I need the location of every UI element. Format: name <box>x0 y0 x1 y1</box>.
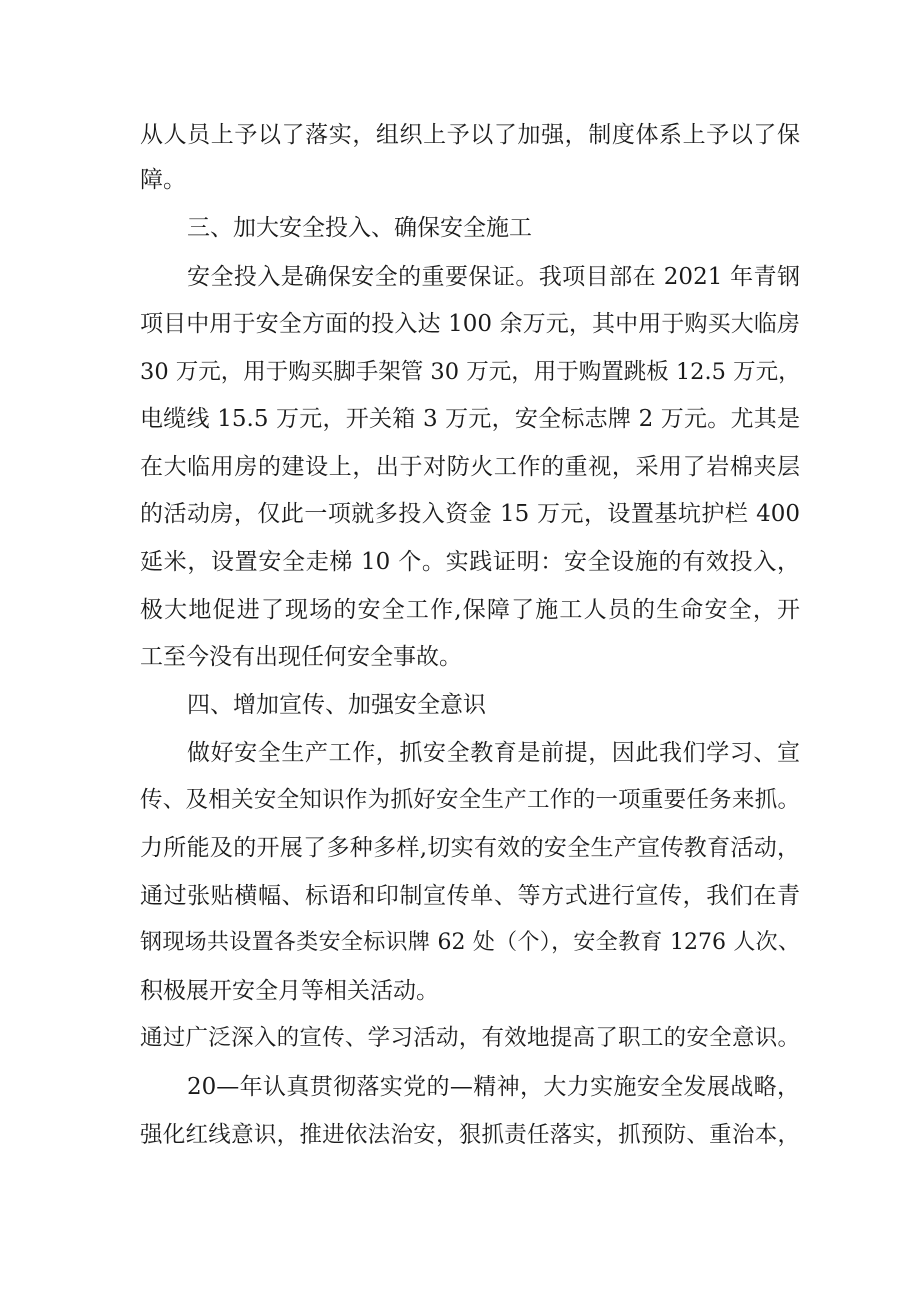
paragraph-line: 在大临用房的建设上，出于对防火工作的重视，采用了岩棉夹层 <box>140 454 800 480</box>
paragraph-line: 障。 <box>140 167 186 193</box>
paragraph-line: 从人员上予以了落实，组织上予以了加强，制度体系上予以了保 <box>140 122 800 148</box>
paragraph-line: 30 万元，用于购买脚手架管 30 万元，用于购置跳板 12.5 万元， <box>140 359 801 385</box>
paragraph-line: 做好安全生产工作，抓安全教育是前提，因此我们学习、宣 <box>187 740 800 766</box>
paragraph-line: 通过广泛深入的宣传、学习活动，有效地提高了职工的安全意识。 <box>140 1025 800 1051</box>
paragraph-line: 强化红线意识，推进依法治安，狠抓责任落实，抓预防、重治本， <box>140 1122 800 1148</box>
paragraph-line: 延米，设置安全走梯 10 个。实践证明：安全设施的有效投入， <box>140 549 800 575</box>
paragraph-line: 的活动房，仅此一项就多投入资金 15 万元，设置基坑护栏 400 <box>140 501 800 527</box>
paragraph-line: 20—年认真贯彻落实党的—精神，大力实施安全发展战略， <box>187 1074 800 1100</box>
paragraph-line: 钢现场共设置各类安全标识牌 62 处（个），安全教育 1276 人次、 <box>140 930 800 955</box>
paragraph-line: 积极展开安全月等相关活动。 <box>140 978 439 1004</box>
paragraph-line: 通过张贴横幅、标语和印制宣传单、等方式进行宣传，我们在青 <box>140 883 800 909</box>
paragraph-line: 工至今没有出现任何安全事故。 <box>140 644 462 670</box>
paragraph-line: 电缆线 15.5 万元，开关箱 3 万元，安全标志牌 2 万元。尤其是 <box>140 406 800 432</box>
paragraph-line: 传、及相关安全知识作为抓好安全生产工作的一项重要任务来抓。 <box>140 787 800 813</box>
paragraph-line: 力所能及的开展了多种多样,切实有效的安全生产宣传教育活动， <box>140 835 800 861</box>
paragraph-line: 极大地促进了现场的安全工作,保障了施工人员的生命安全，开 <box>140 597 800 623</box>
section-heading-4: 四、增加宣传、加强安全意识 <box>187 692 486 718</box>
section-heading-3: 三、加大安全投入、确保安全施工 <box>187 215 532 241</box>
paragraph-line: 项目中用于安全方面的投入达 100 余万元，其中用于购买大临房 <box>140 311 800 337</box>
paragraph-line: 安全投入是确保安全的重要保证。我项目部在 2021 年青钢 <box>187 264 800 290</box>
